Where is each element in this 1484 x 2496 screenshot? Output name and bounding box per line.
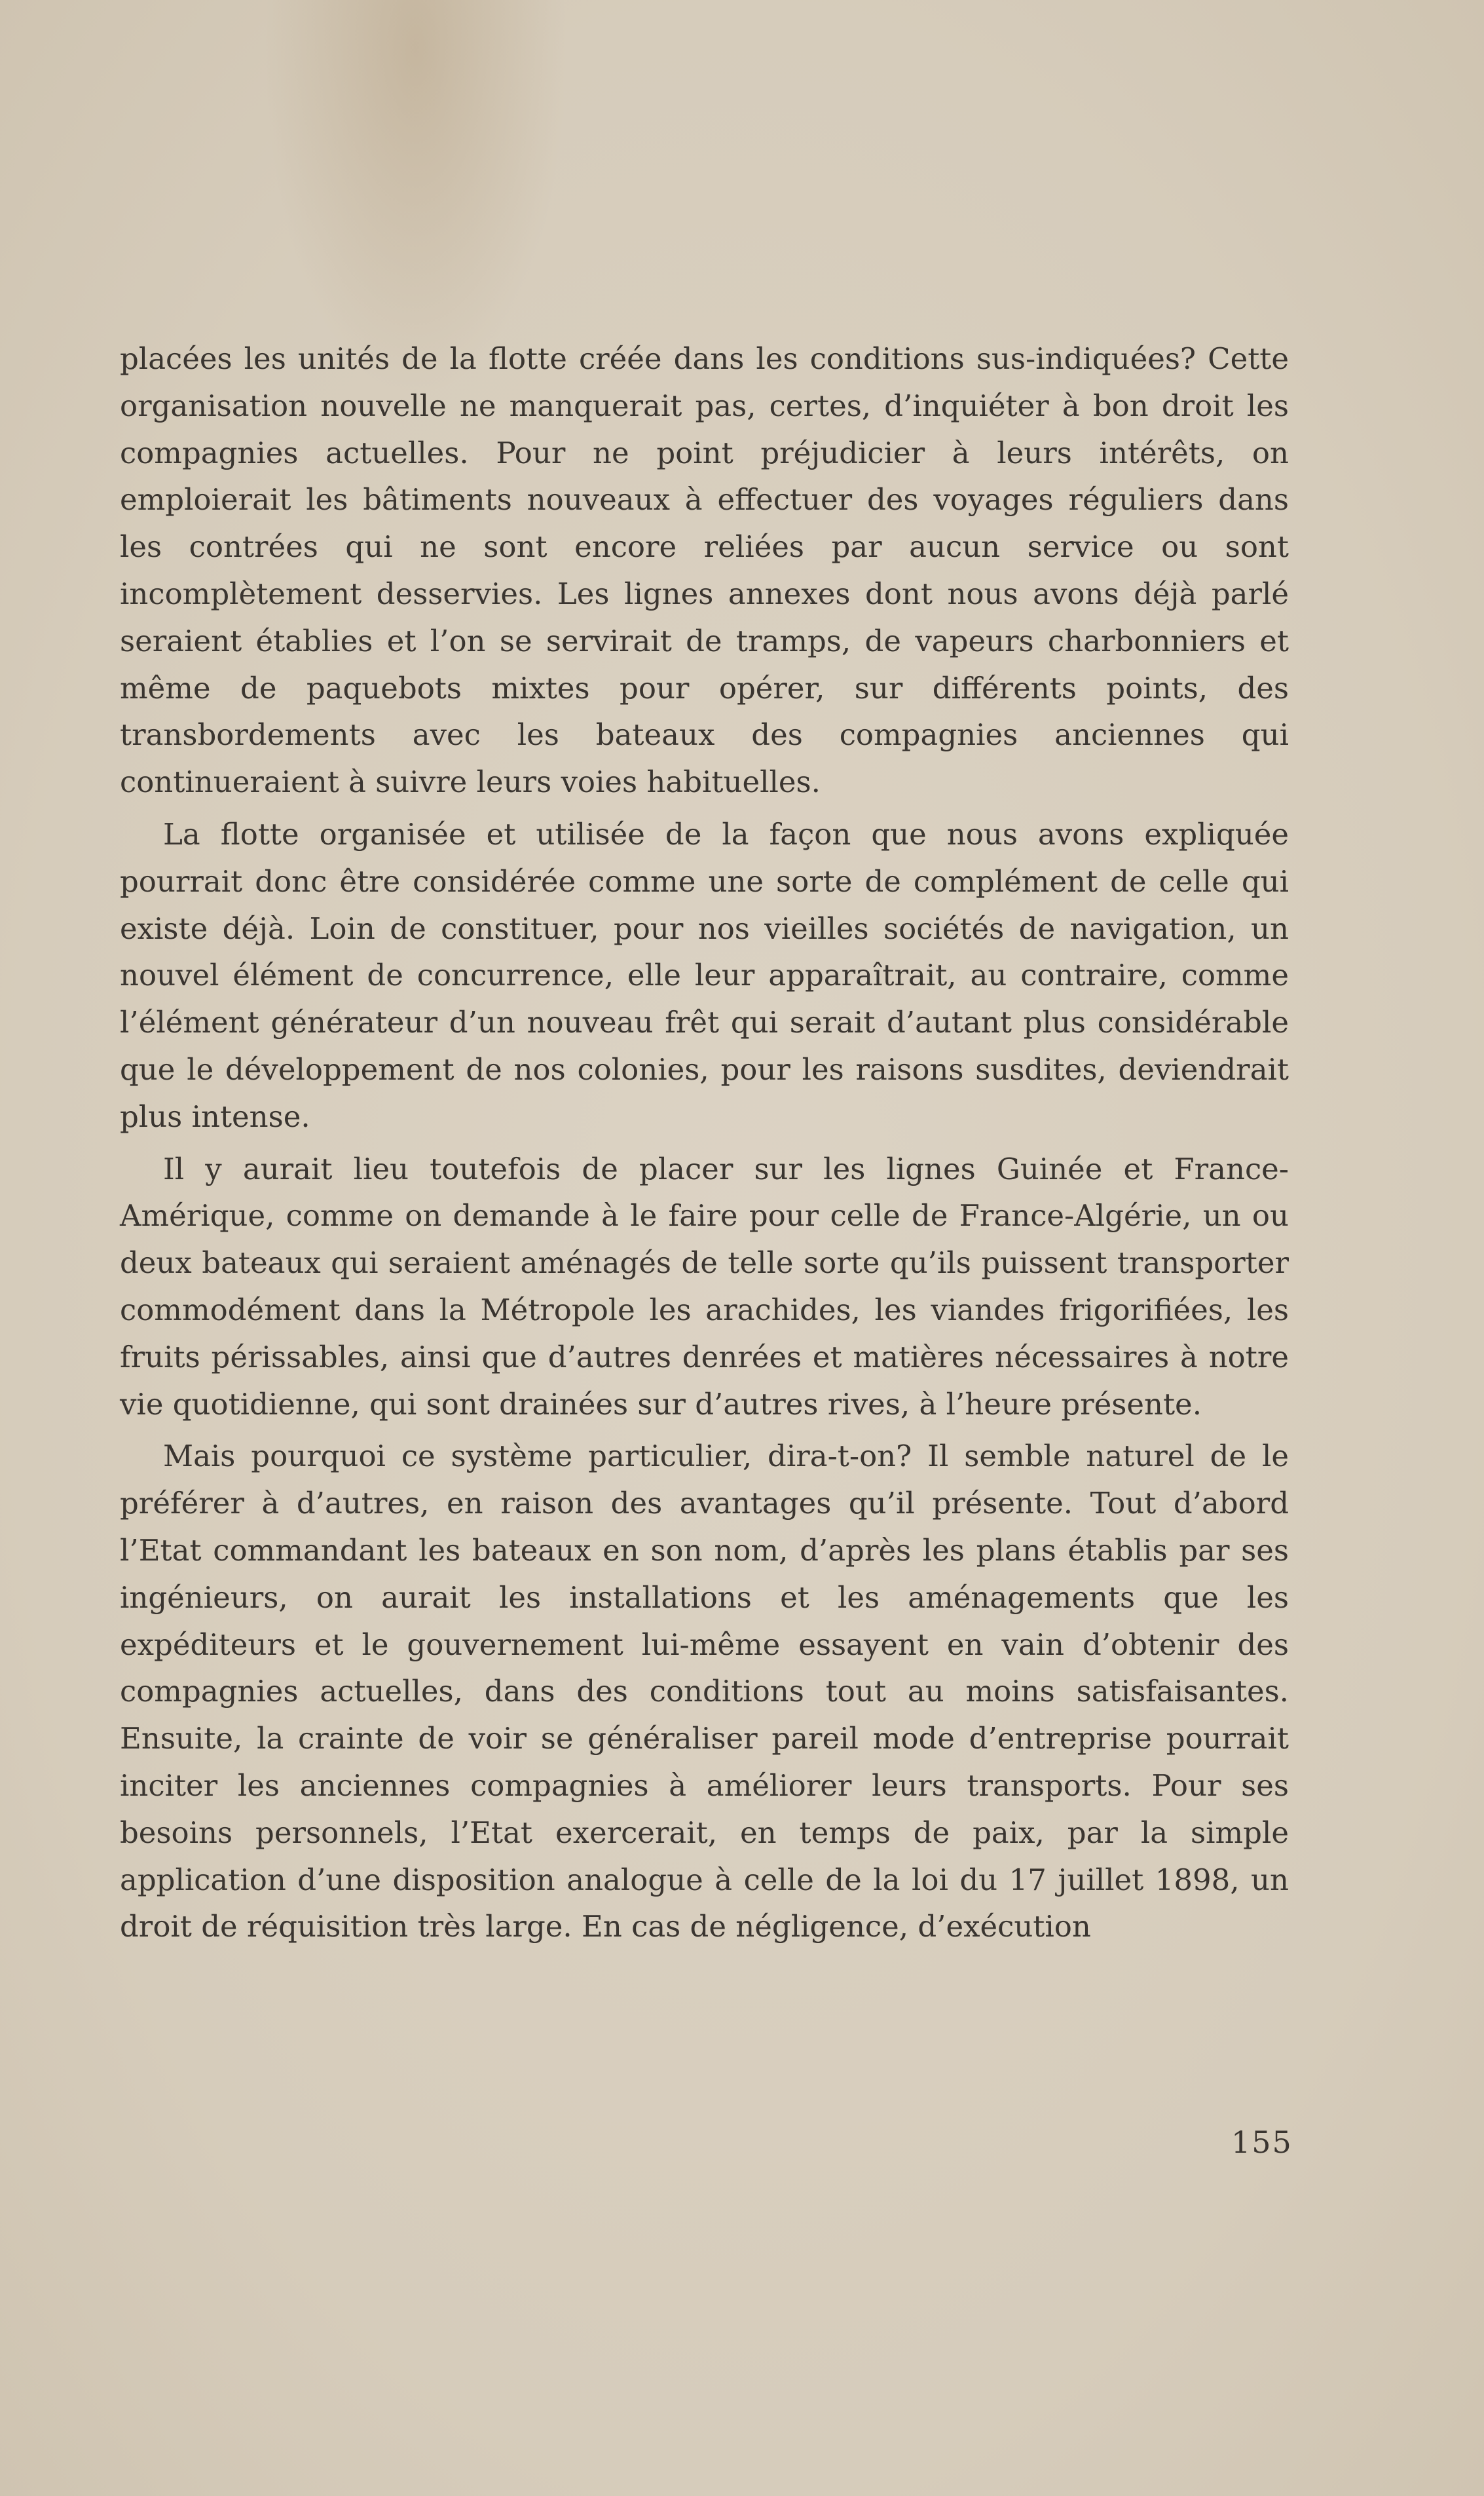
page-number: 155 <box>1231 2125 1293 2160</box>
paragraph-1: placées les unités de la flotte créée dans les conditions sus-indiquées? Cette organisation nouvelle ne manquerait pas, certes, d’inquiéter à bon droit les compagnies actuelles. Pour ne point préjudicier à leurs intérêts, on emploierait les bâtiments nouveaux à effectuer des voyages réguliers dans les contrées qui ne sont encore reliées par aucun service ou sont incomplètement desservies. Les lignes annexes dont nous avons déjà parlé seraient établies et l’on se servirait de tramps, de vapeurs charbonniers et même de paquebots mixtes pour opérer, sur différents points, des transbordements avec les bateaux des compagnies anciennes qui continueraient à suivre leurs voies habituelles. <box>120 341 1289 800</box>
paragraph-2: La flotte organisée et utilisée de la façon que nous avons expliquée pourrait donc être considérée comme une sorte de complément de celle qui existe déjà. Loin de constituer, pour nos vieilles sociétés de navigation, un nouvel élément de concurrence, elle leur apparaîtrait, au contraire, comme l’élément générateur d’un nouveau frêt qui serait d’autant plus considérable que le développement de nos colonies, pour les raisons susdites, deviendrait plus intense. <box>120 816 1289 1134</box>
paragraph-3: Il y aurait lieu toutefois de placer sur les lignes Guinée et France-Amérique, comme on demande à le faire pour celle de France-Algérie, un ou deux bateaux qui seraient aménagés de telle sorte qu’ils puissent transporter commodément dans la Métropole les arachides, les viandes frigorifiées, les fruits périssables, ainsi que d’autres denrées et matières nécessaires à notre vie quotidienne, qui sont drainées sur d’autres rives, à l’heure présente. <box>120 1151 1289 1422</box>
paragraph-4: Mais pourquoi ce système particulier, dira-t-on? Il semble naturel de le préférer à d’autres, en raison des avantages qu’il présente. Tout d’abord l’Etat commandant les bateaux en son nom, d’après les plans établis par ses ingénieurs, on aurait les installations et les aménagements que les expéditeurs et le gouvernement lui-même essayent en vain d’obtenir des compagnies actuelles, dans des conditions tout au moins satisfaisantes. Ensuite, la crainte de voir se généraliser pareil mode d’entreprise pourrait inciter les anciennes compagnies à améliorer leurs transports. Pour ses besoins personnels, l’Etat exercerait, en temps de paix, par la simple application d’une disposition analogue à celle de la loi du 17 juillet 1898, un droit de réquisition très large. En cas de négligence, d’exécution <box>120 1439 1289 1944</box>
body-text <box>120 335 1289 1950</box>
